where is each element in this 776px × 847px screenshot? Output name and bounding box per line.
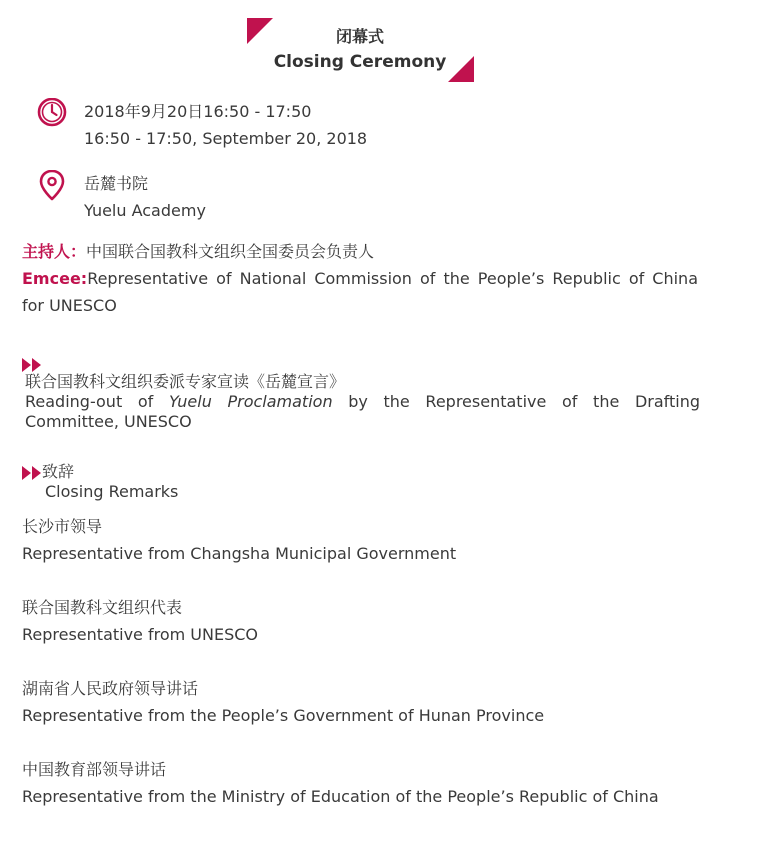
speaker-chinese: 联合国教科文组织代表 xyxy=(22,598,183,617)
speaker-english: Representative from Changsha Municipal Government xyxy=(22,544,457,563)
title-block xyxy=(230,0,490,90)
time-text xyxy=(84,98,367,152)
speaker-item xyxy=(22,513,698,567)
double-arrow-icon xyxy=(22,358,42,372)
time-english: 16:50 - 17:50, September 20, 2018 xyxy=(84,129,368,148)
title-chinese: 闭幕式 xyxy=(335,27,384,46)
emcee-text-english: Representative of National Commission of the People’s Republic of China for UNESCO xyxy=(22,269,698,315)
emcee-label-english: Emcee: xyxy=(22,269,88,288)
emcee-english-line xyxy=(22,265,698,319)
reading-english: Reading-out of Yuelu Proclamation by the Representative of the Drafting Committee, UNESCO xyxy=(25,392,701,431)
reading-item xyxy=(22,354,702,432)
emcee-text-chinese: 中国联合国教科文组织全国委员会负责人 xyxy=(86,242,375,261)
time-chinese: 2018年9月20日16:50 - 17:50 xyxy=(84,102,312,121)
reading-marker xyxy=(22,354,702,372)
location-pin-icon xyxy=(36,170,68,202)
speaker-chinese: 中国教育部领导讲话 xyxy=(22,760,167,779)
emcee-chinese-line xyxy=(22,238,698,265)
reading-chinese: 联合国教科文组织委派专家宣读《岳麓宣言》 xyxy=(25,372,346,391)
title-english: Closing Ceremony xyxy=(273,52,447,72)
speaker-english: Representative from the People’s Government of Hunan Province xyxy=(22,706,545,725)
speaker-english: Representative from the Ministry of Education of the People’s Republic of China xyxy=(22,787,659,806)
proclamation-title: Yuelu Proclamation xyxy=(168,392,333,411)
closing-english: Closing Remarks xyxy=(45,482,179,501)
double-arrow-icon xyxy=(22,466,42,480)
corner-triangle-decoration xyxy=(448,56,474,82)
speaker-english: Representative from UNESCO xyxy=(22,625,259,644)
closing-item xyxy=(22,462,702,502)
emcee-label-chinese: 主持人： xyxy=(22,242,87,261)
speaker-item xyxy=(22,675,698,729)
closing-chinese: 致辞 xyxy=(42,462,75,481)
closing-chinese-line xyxy=(22,462,702,482)
speaker-chinese: 长沙市领导 xyxy=(22,517,103,536)
venue-text xyxy=(84,170,206,224)
venue-chinese: 岳麓书院 xyxy=(84,174,149,193)
venue-english: Yuelu Academy xyxy=(84,201,206,220)
speaker-item xyxy=(22,594,698,648)
emcee-section xyxy=(22,238,698,319)
reading-text xyxy=(22,372,700,432)
speaker-chinese: 湖南省人民政府领导讲话 xyxy=(22,679,199,698)
clock-icon xyxy=(36,98,68,130)
speaker-item xyxy=(22,756,698,810)
